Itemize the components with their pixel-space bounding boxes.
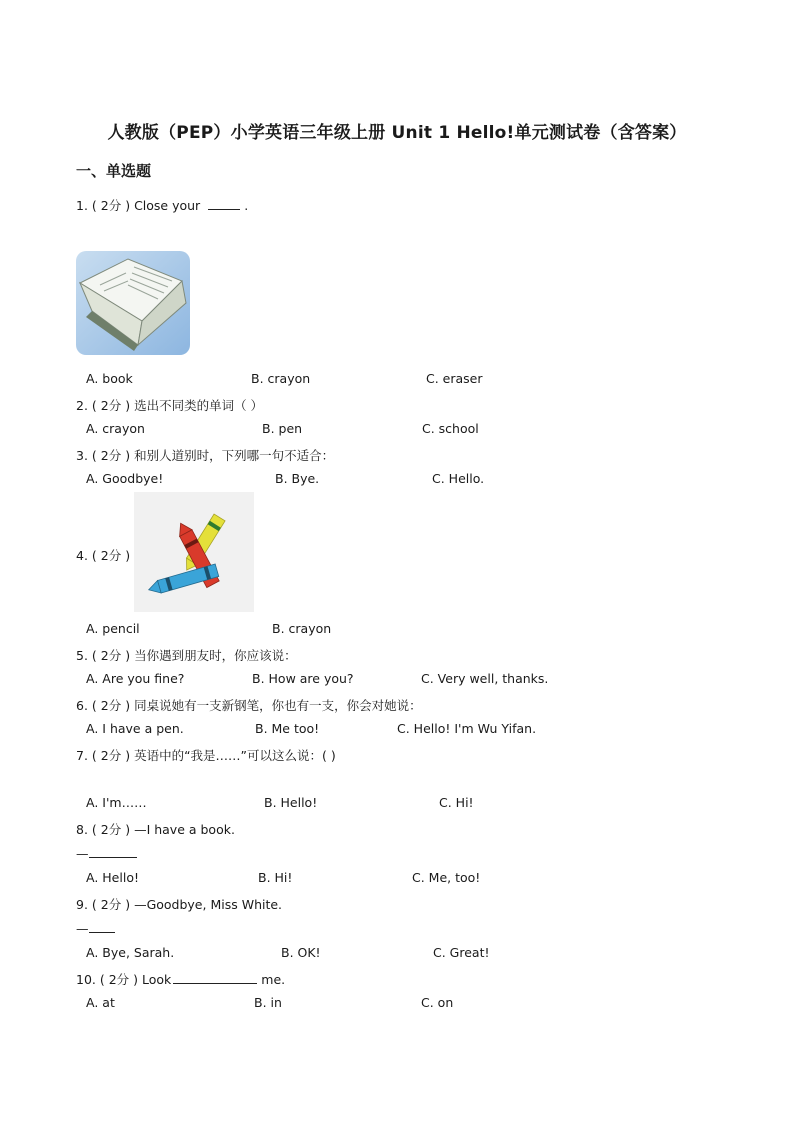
question-number: 8. [76,822,88,837]
answer-blank[interactable] [89,920,115,933]
question-score: ( 2分 ) [91,198,131,213]
question-stem: 英语中的“我是……”可以这么说：( ) [134,748,336,763]
option-b[interactable]: B. Bye. [275,471,320,486]
question-score: ( 2分 ) [91,548,131,563]
question-stem: 当你遇到朋友时，你应该说： [134,648,297,663]
question-stem: 选出不同类的单词（ ） [134,398,264,413]
option-b[interactable]: B. in [254,995,282,1010]
question-stem-end: me. [261,972,286,987]
question-stem: Look [142,972,172,987]
option-a[interactable]: A. I'm…… [86,795,147,810]
option-b[interactable]: B. Me too! [255,721,320,736]
question-score: ( 2分 ) [91,897,131,912]
book-image [76,251,190,355]
question-stem: 和别人道别时，下列哪一句不适合： [134,448,335,463]
question-number: 6. [76,698,88,713]
option-a[interactable]: A. I have a pen. [86,721,184,736]
question-number: 2. [76,398,88,413]
option-a[interactable]: A. Are you fine? [86,671,185,686]
option-b[interactable]: B. OK! [281,945,321,960]
option-a[interactable]: A. at [86,995,115,1010]
option-c[interactable]: C. Hi! [439,795,474,810]
question-number: 10. [76,972,96,987]
question-10 [76,970,285,988]
option-c[interactable]: C. Me, too! [412,870,481,885]
question-stem: —Goodbye, Miss White. [134,897,283,912]
option-c[interactable]: C. eraser [426,371,483,386]
option-a[interactable]: A. Hello! [86,870,139,885]
question-score: ( 2分 ) [91,648,131,663]
question-stem: 同桌说她有一支新钢笔，你也有一支，你会对她说： [134,698,422,713]
question-number: 7. [76,748,88,763]
option-a[interactable]: A. book [86,371,133,386]
question-number: 9. [76,897,88,912]
option-b[interactable]: B. Hello! [264,795,318,810]
crayon-image [134,492,254,612]
option-b[interactable]: B. crayon [272,621,332,636]
answer-blank[interactable] [173,971,257,984]
answer-blank[interactable] [208,197,240,210]
question-stem: —I have a book. [134,822,235,837]
page-title: 人教版（PEP）小学英语三年级上册 Unit 1 Hello!单元测试卷（含答案） [107,123,687,143]
question-number: 5. [76,648,88,663]
question-number: 1. [76,198,88,213]
option-c[interactable]: C. Very well, thanks. [421,671,549,686]
option-c[interactable]: C. Hello! I'm Wu Yifan. [397,721,537,736]
reply-line [76,845,141,861]
answer-blank[interactable] [89,845,137,858]
question-6 [76,696,422,714]
reply-dash: — [76,921,89,936]
question-score: ( 2分 ) [91,448,131,463]
option-c[interactable]: C. Great! [433,945,490,960]
option-a[interactable]: A. Goodbye! [86,471,164,486]
question-stem-end: . [244,198,249,213]
option-c[interactable]: C. Hello. [432,471,485,486]
option-a[interactable]: A. pencil [86,621,140,636]
question-4 [76,546,130,564]
question-2 [76,396,263,414]
option-c[interactable]: C. on [421,995,454,1010]
option-b[interactable]: B. Hi! [258,870,293,885]
question-8 [76,820,235,838]
reply-dash: — [76,846,89,861]
question-9 [76,895,282,913]
question-1 [76,196,248,214]
section-heading: 一、单选题 [76,162,152,180]
option-c[interactable]: C. school [422,421,479,436]
option-b[interactable]: B. pen [262,421,303,436]
reply-line [76,920,119,936]
option-b[interactable]: B. crayon [251,371,311,386]
question-3 [76,446,334,464]
question-5 [76,646,297,664]
option-a[interactable]: A. crayon [86,421,145,436]
option-a[interactable]: A. Bye, Sarah. [86,945,175,960]
question-score: ( 2分 ) [91,748,131,763]
question-number: 4. [76,548,88,563]
question-stem: Close your [134,198,201,213]
question-score: ( 2分 ) [99,972,139,987]
question-score: ( 2分 ) [91,398,131,413]
question-score: ( 2分 ) [91,822,131,837]
question-number: 3. [76,448,88,463]
option-b[interactable]: B. How are you? [252,671,354,686]
question-score: ( 2分 ) [91,698,131,713]
question-7 [76,746,336,764]
